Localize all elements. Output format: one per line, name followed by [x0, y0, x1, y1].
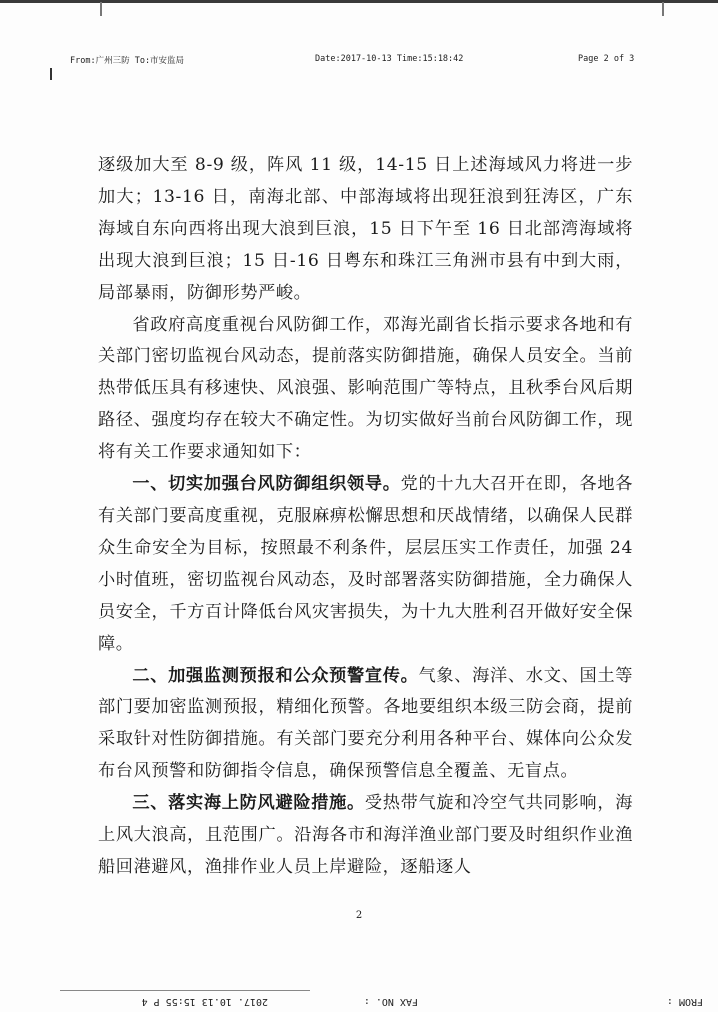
footer-rule — [60, 990, 310, 991]
section-heading: 二、加强监测预报和公众预警宣传。 — [132, 665, 419, 686]
fax-header-page: Page 2 of 3 — [578, 54, 635, 64]
document-body — [98, 150, 633, 884]
margin-mark — [50, 68, 52, 80]
section-heading: 一、切实加强台风防御组织领导。 — [132, 474, 401, 495]
paragraph-text: 党的十九大召开在即，各地各有关部门要高度重视，克服麻痹松懈思想和厌战情绪，以确保人民群众生命安全为目标，按照最不利条件，层层压实工作责任，加强 24 小时值班，密切监视台风动态，及时部署落实防御措施，全力确保人员安全，千方百计降低台风灾害损失，为十九大胜利召开做好安全保障。 — [98, 474, 633, 654]
page-number: 2 — [355, 910, 363, 921]
paragraph-section-2 — [98, 661, 633, 789]
section-heading: 三、落实海上防风避险措施。 — [132, 793, 365, 814]
paragraph-text: 受热带气旋和冷空气共同影响，海上风大浪高，且范围广。沿海各市和海洋渔业部门要及时组织作业渔船回港避风，渔排作业人员上岸避险，逐船逐人 — [98, 793, 633, 877]
fax-footer — [0, 993, 718, 1007]
fax-footer-time: 2017. 10.13 15:55 P 4 — [141, 996, 268, 1007]
paragraph-section-3 — [98, 788, 633, 884]
fax-footer-from: FROM : — [666, 996, 703, 1007]
paragraph-text: 逐级加大至 8-9 级，阵风 11 级，14-15 日上述海域风力将进一步加大；13-16 日，南海北部、中部海域将出现狂浪到狂涛区，广东海域自东向西将出现大浪到巨浪，15 日下午至 16 日北部湾海域将出现大浪到巨浪；15 日-16 日粤东和珠江三角洲市县有中到大雨，局部暴雨，防御形势严峻。 — [98, 155, 633, 303]
fax-header — [70, 54, 680, 70]
paragraph-text: 省政府高度重视台风防御工作，邓海光副省长指示要求各地和有关部门密切监视台风动态，提前落实防御措施，确保人员安全。当前热带低压具有移速快、风浪强、影响范围广等特点，且秋季台风后期路径、强度均存在较大不确定性。为切实做好当前台风防御工作，现将有关工作要求通知如下： — [98, 314, 633, 463]
paragraph-continuation — [98, 150, 633, 310]
paragraph-intro — [98, 310, 633, 470]
paragraph-text: 气象、海洋、水文、国土等部门要加密监测预报，精细化预警。各地要组织本级三防会商，提前采取针对性防御措施。有关部门要充分利用各种平台、媒体向公众发布台风预警和防御指令信息，确保预警信息全覆盖、无盲点。 — [98, 665, 634, 782]
fax-footer-number: FAX NO. : — [363, 996, 418, 1007]
fax-header-date-time: Date:2017-10-13 Time:15:18:42 — [315, 54, 464, 64]
paragraph-section-1 — [98, 469, 633, 660]
fax-header-from: From:广州三防 To:市安监局 — [70, 56, 185, 66]
binding-marks — [100, 2, 664, 16]
